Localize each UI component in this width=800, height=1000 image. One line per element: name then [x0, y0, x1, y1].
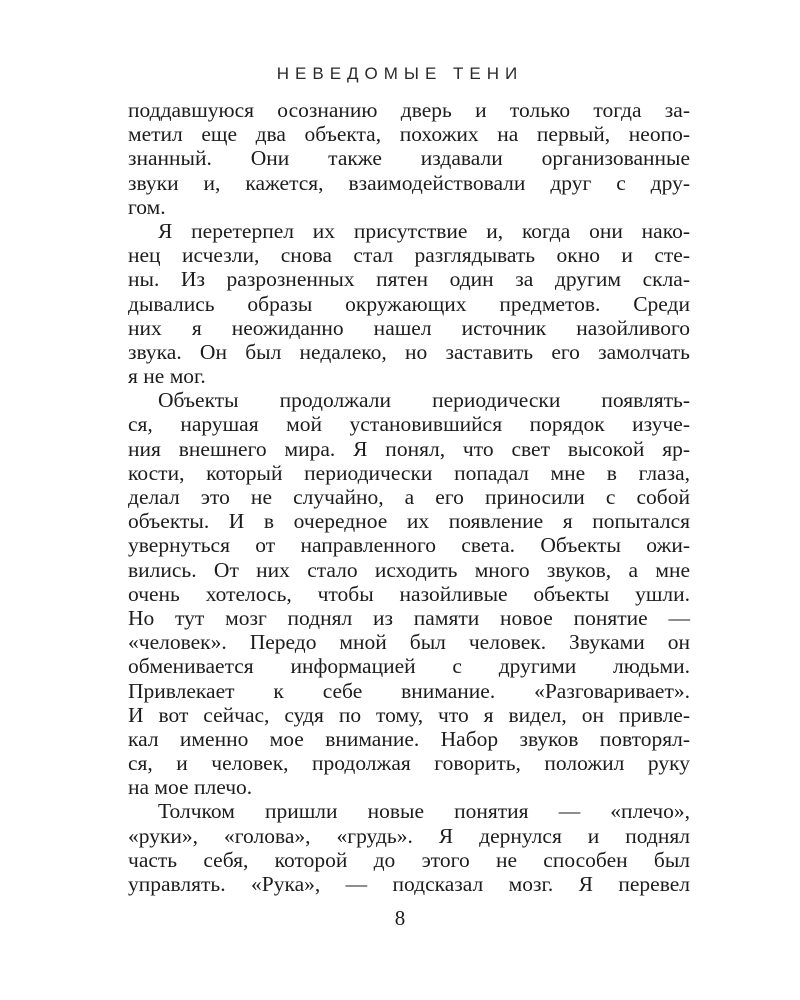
text-line: очень хотелось, чтобы назойливые объекты ушли. [128, 581, 690, 606]
text-line: дывались образы окружающих предметов. Среди [128, 291, 690, 316]
text-line: я не мог. [128, 364, 206, 389]
text-line: Объекты продолжали периодически появлять- [158, 388, 690, 413]
page-number: 8 [394, 906, 406, 930]
text-line: ся, нарушая мой установившийся порядок изуче- [128, 412, 690, 437]
text-line: гом. [128, 194, 166, 219]
text-line: кал именно мое внимание. Набор звуков повторял- [128, 726, 690, 751]
text-line: Привлекает к себе внимание. «Разговаривает». [128, 678, 690, 703]
text-line: поддавшуюся осознанию дверь и только тогда за- [128, 98, 690, 122]
text-line: увернуться от направленного света. Объекты ожи- [128, 533, 690, 558]
text-line: И вот сейчас, судя по тому, что я видел, он привле- [128, 702, 690, 727]
text-line: на мое плечо. [128, 775, 253, 800]
text-line: метил еще два объекта, похожих на первый, неопо- [128, 122, 690, 147]
text-line: «руки», «голова», «грудь». Я дернулся и поднял [128, 823, 690, 848]
text-line: Толчком пришли новые понятия — «плечо», [158, 799, 690, 824]
text-line: звуки и, кажется, взаимодействовали друг с дру- [128, 170, 690, 195]
paragraph [128, 799, 690, 896]
text-line: нец исчезли, снова стал разглядывать окно и сте- [128, 243, 690, 268]
text-line: обменивается информацией с другими людьми. [128, 654, 690, 679]
text-line: ния внешнего мира. Я понял, что свет высокой яр- [128, 436, 690, 461]
text-line: ся, и человек, продолжая говорить, положил руку [128, 751, 690, 776]
running-head: НЕВЕДОМЫЕ ТЕНИ [276, 64, 524, 83]
text-line: делал это не случайно, а его приносили с собой [128, 485, 690, 509]
paragraph [128, 98, 690, 219]
text-line: Но тут мозг поднял из памяти новое понятие — [128, 605, 690, 630]
paragraph [128, 388, 690, 799]
text-line: часть себя, которой до этого не способен был [128, 847, 690, 872]
text-line: объекты. И в очередное их появление я попытался [128, 509, 690, 534]
text-line: вились. От них стало исходить много звуков, а мне [128, 557, 690, 582]
paragraph [128, 219, 690, 388]
body-text [128, 98, 690, 896]
text-line: ны. Из разрозненных пятен один за другим скла- [128, 267, 690, 292]
text-line: управлять. «Рука», — подсказал мозг. Я перевел [128, 872, 690, 896]
text-line: знанный. Они также издавали организованные [128, 146, 690, 171]
text-line: «человек». Передо мной был человек. Звуками он [128, 630, 690, 655]
text-line: звука. Он был недалеко, но заставить его замолчать [128, 339, 690, 364]
text-line: них я неожиданно нашел источник назойливого [128, 315, 690, 340]
text-line: Я перетерпел их присутствие и, когда они нако- [158, 218, 690, 243]
text-line: кости, который периодически попадал мне в глаза, [128, 460, 690, 485]
